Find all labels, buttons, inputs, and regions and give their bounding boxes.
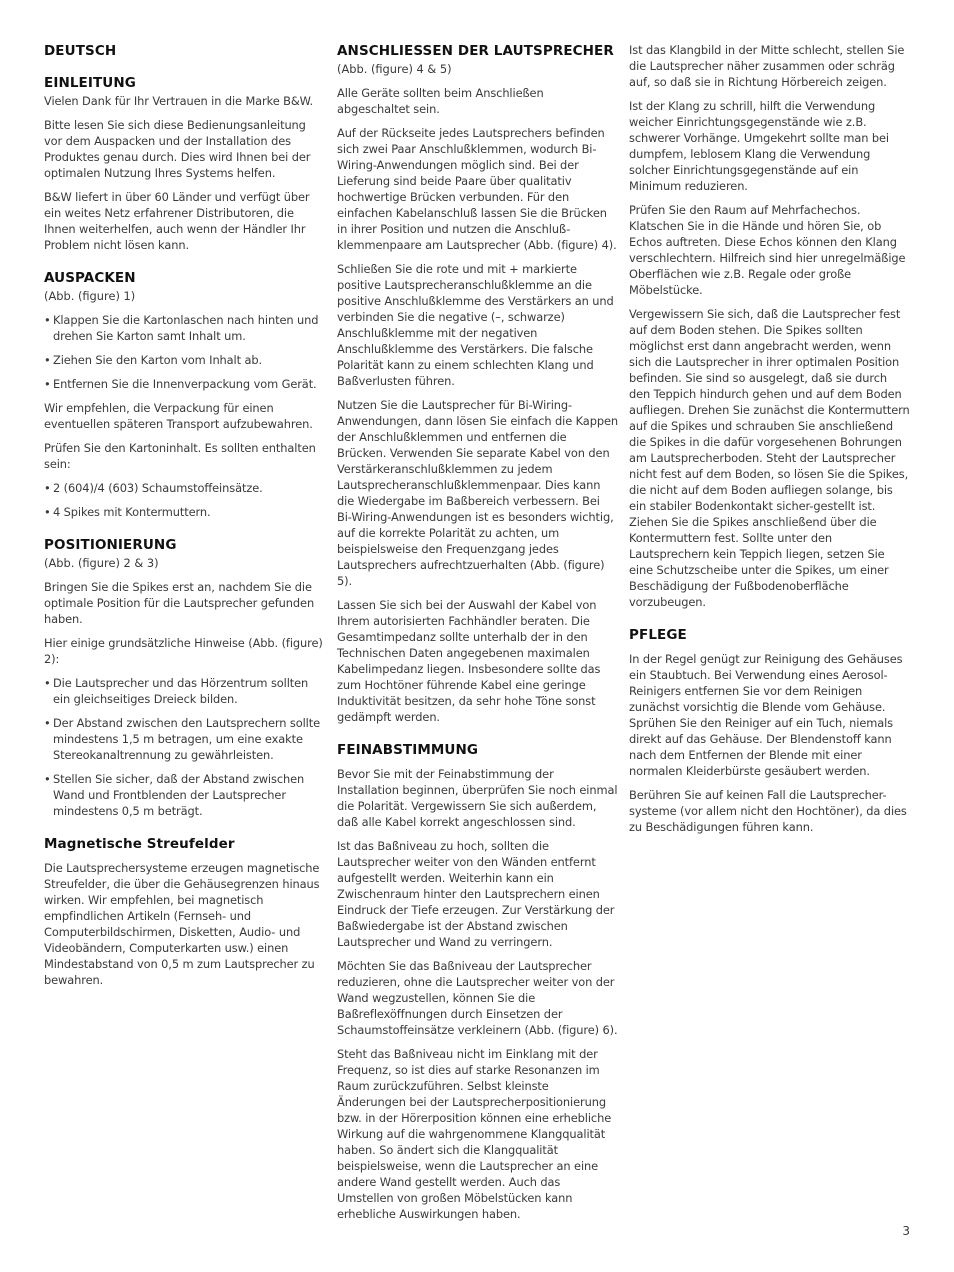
figure-reference: (Abb. (figure) 2 & 3): [44, 556, 159, 570]
column-1: [44, 42, 324, 996]
bullet-item: • Stellen Sie sicher, daß der Abstand zwischen Wand und Frontblenden der Lautsprecher mindestens 0,5 m beträgt.: [44, 771, 324, 819]
paragraph: Bringen Sie die Spikes erst an, nachdem Sie die optimale Position für die Lautsprecher gefunden haben.: [44, 580, 315, 626]
paragraph: Möchten Sie das Baßniveau der Lautsprecher reduzieren, ohne die Lautsprecher weiter von der Wand wegzustellen, können Sie die Baßreflexöffnungen durch Einsetzen der Schaumstoffeinsätze verkleinern (Abb. (figure) 6).: [337, 959, 618, 1037]
bullet-item: • Der Abstand zwischen den Lautsprechern sollte mindestens 1,5 m betragen, um eine exakte Stereokanaltrennung zu gewährleisten.: [44, 715, 324, 763]
bullet-item: • Klappen Sie die Kartonlaschen nach hinten und drehen Sie Karton samt Inhalt um.: [44, 312, 324, 344]
paragraph: Hier einige grundsätzliche Hinweise (Abb. (figure) 2):: [44, 636, 323, 666]
paragraph: Die Lautsprechersysteme erzeugen magnetische Streufelder, die über die Gehäusegrenzen hinaus wirken. Wir empfehlen, bei magnetisch empfindlichen Artikeln (Fernseh- und Computerbildschirmen, Disketten, Audio- und Videobändern, Computerkarten usw.) einen Mindestabstand von 0,5 m zum Lautsprecher zu bewahren.: [44, 861, 320, 987]
paragraph: Schließen Sie die rote und mit + markierte positive Lautsprecheranschlußklemme an die positive Anschlußklemme des Verstärkers an und verbinden Sie die negative (–, schwarze) Anschlußklemme mit der negativen Anschlußklemme des Verstärkers. Die falsche Polarität kann zu einem schlechten Klang und Baßverlusten führen.: [337, 262, 614, 388]
bullet-item: • Entfernen Sie die Innenverpackung vom Gerät.: [44, 376, 324, 392]
column-2: [337, 42, 618, 1230]
heading-einleitung: EINLEITUNG: [44, 75, 136, 91]
paragraph: Vergewissern Sie sich, daß die Lautsprecher fest auf dem Boden stehen. Die Spikes sollten möglichst erst dann angebracht werden, wenn sich die Lautsprecher in ihrer optimalen Position befinden. Sie sind so ausgelegt, daß sie durch den Teppich hindurch gehen und auf dem Boden aufliegen. Drehen Sie zunächst die Kontermuttern auf die Spikes und schrauben Sie anschließend die Spikes in die dafür vorgesehenen Bohrungen am Lautsprecherboden. Steht der Lautsprecher nicht fest auf dem Boden, so lösen Sie die Spikes, die nicht auf dem Boden aufliegen solange, bis ein stabiler Bodenkontakt sicher-gestellt ist. Ziehen Sie die Spikes anschließend über die Kontermuttern fest. Sollte unter den Lautsprechern kein Teppich liegen, setzen Sie eine Schutzscheibe unter die Spikes, um einer Beschädigung der Fußbodenoberfläche vorzubeugen.: [629, 307, 910, 609]
paragraph: Bitte lesen Sie sich diese Bedienungsanleitung vor dem Auspacken und der Installation des Produktes genau durch. Dies wird Ihnen bei der optimalen Nutzung Ihres Systems helfen.: [44, 118, 311, 180]
figure-reference: (Abb. (figure) 1): [44, 289, 136, 303]
paragraph: Steht das Baßniveau nicht im Einklang mit der Frequenz, so ist dies auf starke Resonanzen im Raum zurückzuführen. Selbst kleinste Änderungen bei der Lautsprecherpositionierung bzw. in der Hörerposition können eine erhebliche Wirkung auf die wahrgenommene Klangqualität haben. So ändert sich die Klangqualität beispielsweise, wenn die Lautsprecher an eine andere Wand gestellt werden. Auch das Umstellen von großen Möbelstücken kann erhebliche Auswirkungen haben.: [337, 1047, 612, 1221]
paragraph: Wir empfehlen, die Verpackung für einen eventuellen späteren Transport aufzubewahren.: [44, 401, 313, 431]
heading-feinabstimmung: FEINABSTIMMUNG: [337, 742, 479, 758]
bullet-item: • Die Lautsprecher und das Hörzentrum sollten ein gleichseitiges Dreieck bilden.: [44, 675, 324, 707]
paragraph: B&W liefert in über 60 Länder und verfügt über ein weites Netz erfahrener Distributoren, die Ihnen weiterhelfen, auch wenn der Händler Ihr Problem nicht lösen kann.: [44, 190, 310, 252]
bullet-item: • Ziehen Sie den Karton vom Inhalt ab.: [44, 352, 324, 368]
paragraph: In der Regel genügt zur Reinigung des Gehäuses ein Staubtuch. Bei Verwendung eines Aerosol-Reinigers entfernen Sie vor dem Reinigen zunächst vorsichtig die Blende vom Gehäuse. Sprühen Sie den Reiniger auf ein Tuch, niemals direkt auf das Gehäuse. Der Blendenstoff kann nach dem Entfernen der Blende mit einer normalen Kleiderbürste gesäubert werden.: [629, 652, 903, 778]
paragraph: Vielen Dank für Ihr Vertrauen in die Marke B&W.: [44, 94, 314, 108]
page-number: 3: [902, 1224, 910, 1238]
heading-anschliessen: ANSCHLIESSEN DER LAUTSPRECHER: [337, 43, 614, 59]
paragraph: Lassen Sie sich bei der Auswahl der Kabel von Ihrem autorisierten Fachhändler beraten. Die Gesamtimpedanz sollte unterhalb der in den Technischen Daten angegebenen maximalen Kabelimpedanz liegen. Insbesondere sollte das zum Hochtöner führende Kabel eine geringe Induktivität besitzen, da sehr hohe Töne sonst gedämpft werden.: [337, 598, 601, 724]
heading-pflege: PFLEGE: [629, 627, 687, 643]
bullet-item: • 2 (604)/4 (603) Schaumstoffeinsätze.: [44, 480, 324, 496]
paragraph: Nutzen Sie die Lautsprecher für Bi-Wiring-Anwendungen, dann lösen Sie einfach die Kappen der Anschlußklemmen und entfernen die Brücken. Verwenden Sie separate Kabel von den Verstärkeranschlußklemmen zu jedem Lautsprecheranschlußklemmenpaar. Dies kann die Wiedergabe im Baßbereich verbessern. Bei Bi-Wiring-Anwendungen ist es besonders wichtig, auf die korrekte Polarität zu achten, um beispielsweise den Frequenzgang jedes Lautsprechers aufrechtzuerhalten (Abb. (figure) 5).: [337, 398, 618, 588]
figure-reference: (Abb. (figure) 4 & 5): [337, 62, 452, 76]
paragraph: Prüfen Sie den Raum auf Mehrfachechos. Klatschen Sie in die Hände und hören Sie, ob Echos auftreten. Diese Echos können den Klang verschlechtern. Hilfreich sind hier unregelmäßige Oberflächen wie z.B. Regale oder große Möbelstücke.: [629, 203, 906, 297]
bullet-item: • 4 Spikes mit Kontermuttern.: [44, 504, 324, 520]
heading-magnetische-streufelder: Magnetische Streufelder: [44, 836, 235, 852]
paragraph: Bevor Sie mit der Feinabstimmung der Installation beginnen, überprüfen Sie noch einmal die Polarität. Vergewissern Sie sich außerdem, daß alle Kabel korrekt angeschlossen sind.: [337, 767, 618, 829]
heading-positionierung: POSITIONIERUNG: [44, 537, 177, 553]
paragraph: Ist das Baßniveau zu hoch, sollten die Lautsprecher weiter von den Wänden entfernt aufgestellt werden. Weiterhin kann ein Zwischenraum hinter den Lautsprechern einen Eindruck der Tiefe erzeugen. Zur Verstärkung der Baßwiedergabe ist der Abstand zwischen Lautsprecher und Wand zu verringern.: [337, 839, 615, 949]
paragraph: Ist das Klangbild in der Mitte schlecht, stellen Sie die Lautsprecher näher zusammen oder schräg auf, so daß sie in Richtung Hörbereich zeigen.: [629, 43, 905, 89]
paragraph: Auf der Rückseite jedes Lautsprechers befinden sich zwei Paar Anschlußklemmen, wodurch Bi-Wiring-Anwendungen möglich sind. Bei der Lieferung sind beide Paare über qualitativ hochwertige Brücken verbunden. Für den einfachen Kabelanschluß lassen Sie die Brücken in ihrer Position und nutzen die Anschluß-klemmenpaare am Lautsprecher (Abb. (figure) 4).: [337, 126, 617, 252]
column-3: [629, 42, 911, 843]
paragraph: Ist der Klang zu schrill, hilft die Verwendung weicher Einrichtungsgegenstände wie z.B. schwerer Vorhänge. Umgekehrt sollte man bei dumpfem, leblosem Klang die Verwendung solcher Einrichtungsgegenstände auf ein Minimum reduzieren.: [629, 99, 889, 193]
paragraph: Berühren Sie auf keinen Fall die Lautsprecher-systeme (vor allem nicht den Hochtöner), da dies zu Beschädigungen führen kann.: [629, 788, 907, 834]
heading-auspacken: AUSPACKEN: [44, 270, 136, 286]
paragraph: Alle Geräte sollten beim Anschließen abgeschaltet sein.: [337, 86, 544, 116]
paragraph: Prüfen Sie den Kartoninhalt. Es sollten enthalten sein:: [44, 441, 316, 471]
language-heading: DEUTSCH: [44, 43, 117, 59]
